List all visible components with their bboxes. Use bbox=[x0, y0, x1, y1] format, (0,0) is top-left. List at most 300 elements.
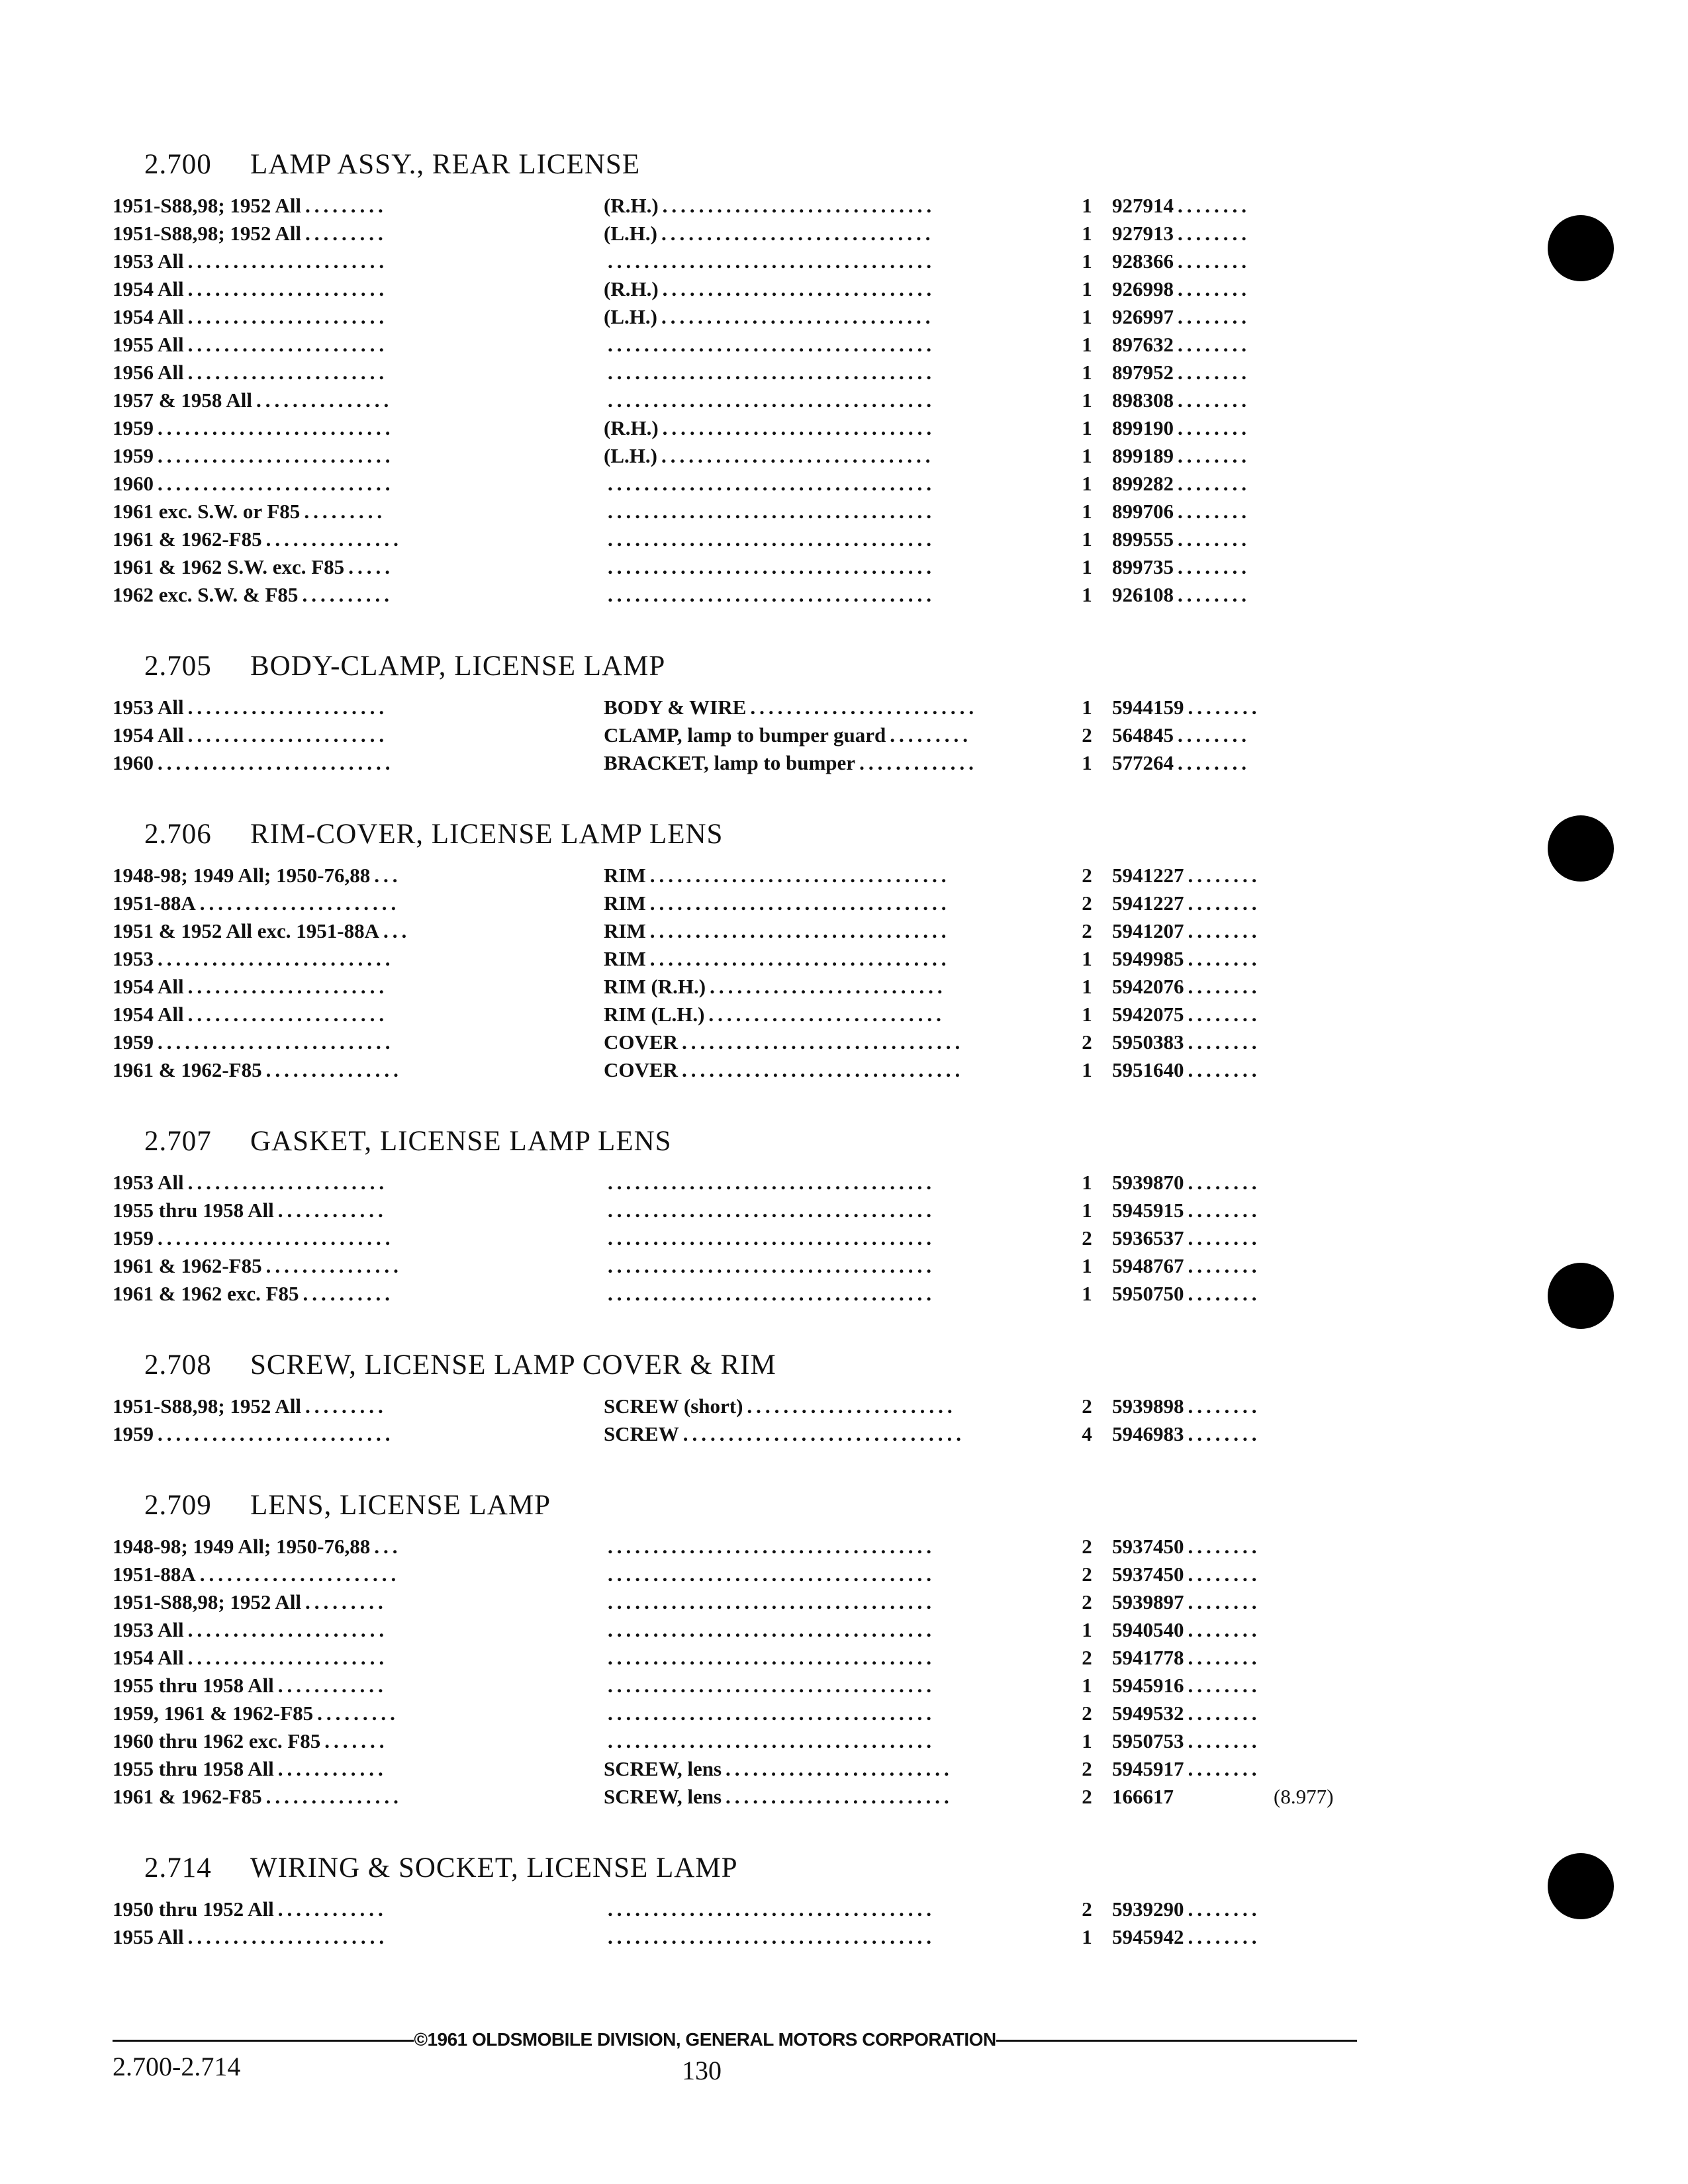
dot-leader: .............................. bbox=[662, 277, 936, 300]
description-cell bbox=[604, 387, 1127, 414]
quantity-cell: 1 bbox=[1082, 194, 1092, 217]
part-number-cell bbox=[1112, 1561, 1357, 1588]
dot-leader: ...................... bbox=[187, 1171, 389, 1194]
dot-leader: ............... bbox=[265, 1058, 402, 1081]
model-cell bbox=[113, 1028, 576, 1056]
dot-leader: ................................. bbox=[649, 864, 951, 887]
model-cell bbox=[113, 1644, 576, 1672]
model-cell bbox=[113, 331, 576, 359]
parts-row bbox=[113, 1755, 1357, 1783]
dot-leader: .................................... bbox=[608, 1925, 935, 1948]
description-cell bbox=[604, 1727, 1127, 1755]
dot-leader: .......................... bbox=[708, 1003, 945, 1026]
parts-row bbox=[113, 917, 1357, 945]
part-number-cell-text: 5949532 bbox=[1112, 1702, 1184, 1725]
dot-leader: ....... bbox=[324, 1729, 389, 1752]
parts-row bbox=[113, 749, 1357, 777]
parts-row bbox=[113, 1700, 1357, 1727]
dot-leader: ......................... bbox=[750, 696, 978, 719]
part-number-cell bbox=[1112, 1672, 1357, 1700]
description-cell bbox=[604, 1616, 1127, 1644]
parts-row bbox=[113, 1169, 1357, 1197]
parts-row bbox=[113, 442, 1357, 470]
part-number-cell bbox=[1112, 1727, 1357, 1755]
model-cell bbox=[113, 359, 576, 387]
part-number-cell bbox=[1112, 917, 1357, 945]
dot-leader: .......................... bbox=[158, 1422, 395, 1445]
dot-leader: .................................... bbox=[608, 1535, 935, 1558]
dot-leader: ......... bbox=[317, 1702, 399, 1725]
section-number: 2.700 bbox=[144, 149, 212, 180]
part-number-cell-text: 928366 bbox=[1112, 250, 1174, 273]
model-cell-text: 1954 All bbox=[113, 277, 184, 300]
part-number-cell-text: 5941207 bbox=[1112, 919, 1184, 942]
parts-row bbox=[113, 303, 1357, 331]
quantity-cell: 1 bbox=[1082, 1618, 1092, 1641]
quantity-cell: 1 bbox=[1082, 444, 1092, 467]
quantity-cell: 2 bbox=[1082, 1897, 1092, 1921]
dot-leader: ........ bbox=[1188, 947, 1261, 970]
dot-leader: ........ bbox=[1178, 277, 1250, 300]
quantity-cell: 1 bbox=[1082, 222, 1092, 245]
section-number: 2.714 bbox=[144, 1852, 212, 1884]
part-number-cell-text: 5950753 bbox=[1112, 1729, 1184, 1752]
model-cell-text: 1951-S88,98; 1952 All bbox=[113, 1394, 302, 1418]
part-number-cell bbox=[1112, 1169, 1357, 1197]
dot-leader: ...................... bbox=[187, 333, 389, 356]
dot-leader: ........ bbox=[1188, 1199, 1261, 1222]
description-cell-text: BRACKET, lamp to bumper bbox=[604, 751, 856, 774]
part-number-cell-text: 5945917 bbox=[1112, 1757, 1184, 1780]
part-number-cell-text: 5939870 bbox=[1112, 1171, 1184, 1194]
parts-row bbox=[113, 1280, 1357, 1308]
dot-leader: .................................... bbox=[608, 333, 935, 356]
description-cell bbox=[604, 414, 1127, 442]
part-number-cell bbox=[1112, 331, 1357, 359]
part-number-cell-text: 5941778 bbox=[1112, 1646, 1184, 1669]
model-cell-text: 1954 All bbox=[113, 1646, 184, 1669]
dot-leader: ................................. bbox=[649, 891, 951, 915]
model-cell bbox=[113, 1533, 576, 1561]
dot-leader: ........ bbox=[1188, 1757, 1261, 1780]
dot-leader: .................................... bbox=[608, 1897, 935, 1921]
catalog-section bbox=[113, 144, 1357, 609]
dot-leader: .............................. bbox=[661, 305, 935, 328]
parts-row bbox=[113, 694, 1357, 721]
part-number-cell bbox=[1112, 1644, 1357, 1672]
part-number-cell-text: 577264 bbox=[1112, 751, 1174, 774]
part-number-cell bbox=[1112, 248, 1357, 275]
parts-row bbox=[113, 387, 1357, 414]
description-cell bbox=[604, 442, 1127, 470]
page-range: 2.700-2.714 bbox=[113, 2052, 241, 2081]
model-cell bbox=[113, 525, 576, 553]
quantity-cell: 1 bbox=[1082, 361, 1092, 384]
model-cell bbox=[113, 1169, 576, 1197]
description-cell-text: COVER bbox=[604, 1030, 678, 1054]
quantity-cell: 2 bbox=[1082, 1394, 1092, 1418]
binder-hole bbox=[1548, 215, 1614, 281]
binder-hole bbox=[1548, 815, 1614, 882]
quantity-cell: 1 bbox=[1082, 751, 1092, 774]
dot-leader: .......................... bbox=[158, 472, 395, 495]
quantity-cell: 2 bbox=[1082, 1757, 1092, 1780]
dot-leader: ........ bbox=[1178, 751, 1250, 774]
dot-leader: ......... bbox=[890, 723, 972, 747]
model-cell bbox=[113, 192, 576, 220]
dot-leader: ......... bbox=[305, 194, 387, 217]
section-title bbox=[144, 1485, 1357, 1526]
dot-leader: ........ bbox=[1178, 333, 1250, 356]
model-cell-text: 1959 bbox=[113, 1422, 154, 1445]
section-number: 2.707 bbox=[144, 1126, 212, 1157]
model-cell-text: 1954 All bbox=[113, 723, 184, 747]
part-number-cell bbox=[1112, 1252, 1357, 1280]
part-number-cell bbox=[1112, 553, 1357, 581]
section-heading: RIM-COVER, LICENSE LAMP LENS bbox=[250, 819, 724, 850]
parts-row bbox=[113, 1056, 1357, 1084]
part-number-cell-text: 5948767 bbox=[1112, 1254, 1184, 1277]
description-cell bbox=[604, 1001, 1127, 1028]
model-cell-text: 1955 thru 1958 All bbox=[113, 1757, 274, 1780]
parts-row bbox=[113, 1028, 1357, 1056]
description-cell bbox=[604, 1755, 1127, 1783]
parts-row bbox=[113, 973, 1357, 1001]
model-cell bbox=[113, 917, 576, 945]
part-number-cell bbox=[1112, 275, 1357, 303]
description-cell-text: SCREW (short) bbox=[604, 1394, 743, 1418]
part-number-cell-text: 899706 bbox=[1112, 500, 1174, 523]
model-cell bbox=[113, 1727, 576, 1755]
dot-leader: ...................... bbox=[187, 305, 389, 328]
part-number-cell-text: 926997 bbox=[1112, 305, 1174, 328]
dot-leader: ......... bbox=[305, 1590, 387, 1614]
quantity-cell: 1 bbox=[1082, 696, 1092, 719]
dot-leader: .......... bbox=[302, 583, 393, 606]
part-number-cell bbox=[1112, 581, 1357, 609]
model-cell-text: 1955 All bbox=[113, 1925, 184, 1948]
model-cell bbox=[113, 862, 576, 889]
part-number-cell-text: 5941227 bbox=[1112, 864, 1184, 887]
parts-row bbox=[113, 1644, 1357, 1672]
model-cell-text: 1951-S88,98; 1952 All bbox=[113, 194, 302, 217]
dot-leader: ........ bbox=[1188, 975, 1261, 998]
parts-row bbox=[113, 1672, 1357, 1700]
model-cell bbox=[113, 470, 576, 498]
dot-leader: ............................... bbox=[681, 1058, 964, 1081]
section-heading: WIRING & SOCKET, LICENSE LAMP bbox=[250, 1852, 738, 1884]
part-number-cell bbox=[1112, 1420, 1357, 1448]
dot-leader: ........ bbox=[1188, 1618, 1261, 1641]
model-cell-text: 1961 & 1962 S.W. exc. F85 bbox=[113, 555, 345, 578]
dot-leader: .................................... bbox=[608, 555, 935, 578]
dot-leader: ......... bbox=[304, 500, 387, 523]
dot-leader: ........ bbox=[1188, 1422, 1261, 1445]
part-number-cell bbox=[1112, 749, 1357, 777]
section-title bbox=[144, 814, 1357, 855]
dot-leader: ............... bbox=[265, 1785, 402, 1808]
description-cell-text: COVER bbox=[604, 1058, 678, 1081]
description-cell bbox=[604, 1588, 1127, 1616]
description-cell-text: RIM bbox=[604, 947, 646, 970]
model-cell bbox=[113, 1001, 576, 1028]
dot-leader: ............... bbox=[256, 388, 393, 412]
description-cell bbox=[604, 359, 1127, 387]
dot-leader: ........ bbox=[1188, 919, 1261, 942]
quantity-cell: 2 bbox=[1082, 1030, 1092, 1054]
footer-rule-left bbox=[113, 2040, 417, 2042]
description-cell bbox=[604, 1197, 1127, 1224]
model-cell bbox=[113, 945, 576, 973]
part-number-cell-text: 899282 bbox=[1112, 472, 1174, 495]
part-number-cell bbox=[1112, 220, 1357, 248]
dot-leader: .................................... bbox=[608, 1702, 935, 1725]
quantity-cell: 2 bbox=[1082, 891, 1092, 915]
dot-leader: ....................... bbox=[747, 1394, 957, 1418]
part-number-cell bbox=[1112, 1056, 1357, 1084]
dot-leader: ........ bbox=[1188, 1254, 1261, 1277]
quantity-cell: 2 bbox=[1082, 1226, 1092, 1250]
description-cell bbox=[604, 1561, 1127, 1588]
dot-leader: ........ bbox=[1188, 1282, 1261, 1305]
dot-leader: .................................... bbox=[608, 250, 935, 273]
model-cell-text: 1959 bbox=[113, 1226, 154, 1250]
part-number-cell-text: 927913 bbox=[1112, 222, 1174, 245]
model-cell-text: 1951-S88,98; 1952 All bbox=[113, 1590, 302, 1614]
part-number-cell-text: 5941227 bbox=[1112, 891, 1184, 915]
model-cell-text: 1954 All bbox=[113, 305, 184, 328]
dot-leader: ...................... bbox=[187, 1925, 389, 1948]
parts-row bbox=[113, 470, 1357, 498]
dot-leader: ............. bbox=[859, 751, 978, 774]
dot-leader: .......... bbox=[303, 1282, 395, 1305]
dot-leader: ...................... bbox=[187, 696, 389, 719]
dot-leader: ......... bbox=[305, 222, 387, 245]
parts-row bbox=[113, 1001, 1357, 1028]
model-cell-text: 1960 thru 1962 exc. F85 bbox=[113, 1729, 321, 1752]
section-number: 2.706 bbox=[144, 819, 212, 850]
model-cell bbox=[113, 1280, 576, 1308]
description-cell-text: RIM (R.H.) bbox=[604, 975, 706, 998]
dot-leader: ...................... bbox=[187, 1618, 389, 1641]
dot-leader: ........ bbox=[1178, 527, 1250, 551]
part-number-cell bbox=[1112, 1755, 1357, 1783]
description-cell bbox=[604, 248, 1127, 275]
model-cell bbox=[113, 553, 576, 581]
quantity-cell: 1 bbox=[1082, 1171, 1092, 1194]
quantity-cell: 1 bbox=[1082, 1729, 1092, 1752]
description-cell bbox=[604, 1644, 1127, 1672]
dot-leader: ... bbox=[374, 864, 402, 887]
dot-leader: ......................... bbox=[726, 1785, 953, 1808]
quantity-cell: 1 bbox=[1082, 583, 1092, 606]
dot-leader: ........ bbox=[1178, 388, 1250, 412]
model-cell-text: 1961 & 1962-F85 bbox=[113, 1254, 262, 1277]
section-title bbox=[144, 144, 1357, 185]
quantity-cell: 1 bbox=[1082, 1282, 1092, 1305]
part-number-cell-text: 5942075 bbox=[1112, 1003, 1184, 1026]
part-number-cell bbox=[1112, 525, 1357, 553]
part-number-cell-text: 5936537 bbox=[1112, 1226, 1184, 1250]
model-cell-text: 1960 bbox=[113, 472, 154, 495]
parts-row bbox=[113, 331, 1357, 359]
parts-row bbox=[113, 1616, 1357, 1644]
description-cell bbox=[604, 581, 1127, 609]
description-cell-text: (R.H.) bbox=[604, 277, 659, 300]
part-number-cell bbox=[1112, 1224, 1357, 1252]
dot-leader: ........ bbox=[1188, 1226, 1261, 1250]
quantity-cell: 1 bbox=[1082, 1199, 1092, 1222]
model-cell bbox=[113, 387, 576, 414]
model-cell-text: 1953 All bbox=[113, 1618, 184, 1641]
dot-leader: .................................... bbox=[608, 1171, 935, 1194]
description-cell bbox=[604, 303, 1127, 331]
description-cell-text: (L.H.) bbox=[604, 222, 657, 245]
dot-leader: ........ bbox=[1178, 250, 1250, 273]
model-cell-text: 1961 & 1962 exc. F85 bbox=[113, 1282, 299, 1305]
binder-hole bbox=[1548, 1853, 1614, 1919]
dot-leader: ........ bbox=[1188, 1674, 1261, 1697]
quantity-cell: 1 bbox=[1082, 555, 1092, 578]
parts-row bbox=[113, 1561, 1357, 1588]
dot-leader: ...................... bbox=[187, 361, 389, 384]
description-cell bbox=[604, 749, 1127, 777]
model-cell-text: 1951 & 1952 All exc. 1951-88A bbox=[113, 919, 379, 942]
model-cell bbox=[113, 581, 576, 609]
dot-leader: ...................... bbox=[199, 1563, 400, 1586]
catalog-section bbox=[113, 646, 1357, 777]
model-cell bbox=[113, 1588, 576, 1616]
part-number-cell-text: 5949985 bbox=[1112, 947, 1184, 970]
model-cell-text: 1955 All bbox=[113, 333, 184, 356]
copyright-notice: ©1961 OLDSMOBILE DIVISION, GENERAL MOTORS CORPORATION bbox=[414, 2025, 996, 2054]
dot-leader: ........ bbox=[1188, 1171, 1261, 1194]
quantity-cell: 1 bbox=[1082, 472, 1092, 495]
parts-row bbox=[113, 1197, 1357, 1224]
dot-leader: .................................... bbox=[608, 472, 935, 495]
part-number-cell-text: 898308 bbox=[1112, 388, 1174, 412]
dot-leader: ........ bbox=[1188, 1563, 1261, 1586]
model-cell-text: 1959 bbox=[113, 444, 154, 467]
part-number-cell bbox=[1112, 442, 1357, 470]
section-heading: GASKET, LICENSE LAMP LENS bbox=[250, 1126, 672, 1157]
page-number: 130 bbox=[682, 2056, 722, 2085]
parts-row bbox=[113, 359, 1357, 387]
parts-row bbox=[113, 1783, 1357, 1811]
description-cell bbox=[604, 973, 1127, 1001]
dot-leader: .................................... bbox=[608, 527, 935, 551]
parts-row bbox=[113, 1533, 1357, 1561]
model-cell-text: 1953 All bbox=[113, 696, 184, 719]
section-number: 2.709 bbox=[144, 1490, 212, 1521]
description-cell-text: RIM bbox=[604, 919, 646, 942]
part-number-cell-text: 5939898 bbox=[1112, 1394, 1184, 1418]
dot-leader: ............ bbox=[277, 1897, 387, 1921]
catalog-section bbox=[113, 1121, 1357, 1308]
part-number-cell bbox=[1112, 1588, 1357, 1616]
dot-leader: ........ bbox=[1178, 555, 1250, 578]
dot-leader: ........ bbox=[1178, 222, 1250, 245]
quantity-cell: 1 bbox=[1082, 416, 1092, 439]
description-cell bbox=[604, 945, 1127, 973]
quantity-cell: 2 bbox=[1082, 864, 1092, 887]
part-number-cell-text: 5945915 bbox=[1112, 1199, 1184, 1222]
dot-leader: ........ bbox=[1188, 1646, 1261, 1669]
part-number-cell-text: 5939897 bbox=[1112, 1590, 1184, 1614]
description-cell bbox=[604, 1028, 1127, 1056]
dot-leader: .............................. bbox=[662, 194, 936, 217]
dot-leader: ............... bbox=[265, 1254, 402, 1277]
dot-leader: ........ bbox=[1188, 1590, 1261, 1614]
parts-row bbox=[113, 1392, 1357, 1420]
description-cell-text: SCREW bbox=[604, 1422, 679, 1445]
dot-leader: ........ bbox=[1188, 1729, 1261, 1752]
description-cell-text: (R.H.) bbox=[604, 194, 659, 217]
part-number-cell bbox=[1112, 1197, 1357, 1224]
dot-leader: .............................. bbox=[661, 222, 935, 245]
part-number-cell bbox=[1112, 470, 1357, 498]
model-cell bbox=[113, 1895, 576, 1923]
model-cell bbox=[113, 1672, 576, 1700]
model-cell bbox=[113, 303, 576, 331]
part-number-cell bbox=[1112, 1001, 1357, 1028]
part-number-cell bbox=[1112, 1392, 1357, 1420]
quantity-cell: 4 bbox=[1082, 1422, 1092, 1445]
description-cell bbox=[604, 889, 1127, 917]
dot-leader: ........ bbox=[1188, 1925, 1261, 1948]
dot-leader: .......................... bbox=[158, 416, 395, 439]
description-cell bbox=[604, 1420, 1127, 1448]
catalog-section bbox=[113, 1345, 1357, 1448]
dot-leader: ......................... bbox=[726, 1757, 953, 1780]
part-number-cell bbox=[1112, 694, 1357, 721]
model-cell-text: 1951-S88,98; 1952 All bbox=[113, 222, 302, 245]
model-cell bbox=[113, 1923, 576, 1951]
dot-leader: ............ bbox=[277, 1757, 387, 1780]
model-cell bbox=[113, 1616, 576, 1644]
parts-row bbox=[113, 889, 1357, 917]
model-cell bbox=[113, 1056, 576, 1084]
description-cell bbox=[604, 917, 1127, 945]
dot-leader: .......................... bbox=[158, 751, 395, 774]
part-number-cell bbox=[1112, 1533, 1357, 1561]
model-cell-text: 1961 & 1962-F85 bbox=[113, 527, 262, 551]
dot-leader: .............................. bbox=[662, 416, 936, 439]
dot-leader: .................................... bbox=[608, 361, 935, 384]
model-cell bbox=[113, 1783, 576, 1811]
part-number-cell bbox=[1112, 359, 1357, 387]
model-cell bbox=[113, 694, 576, 721]
dot-leader: ...................... bbox=[187, 1003, 389, 1026]
part-number-cell bbox=[1112, 192, 1357, 220]
quantity-cell: 2 bbox=[1082, 919, 1092, 942]
parts-row bbox=[113, 1420, 1357, 1448]
part-number-cell-text: 897632 bbox=[1112, 333, 1174, 356]
quantity-cell: 1 bbox=[1082, 1254, 1092, 1277]
part-number-cell-text: 899735 bbox=[1112, 555, 1174, 578]
part-number-cell bbox=[1112, 387, 1357, 414]
model-cell bbox=[113, 1252, 576, 1280]
part-number-cell-text: 5937450 bbox=[1112, 1563, 1184, 1586]
cross-reference: (8.977) bbox=[1274, 1785, 1334, 1808]
quantity-cell: 1 bbox=[1082, 277, 1092, 300]
model-cell-text: 1953 All bbox=[113, 250, 184, 273]
description-cell bbox=[604, 721, 1127, 749]
description-cell bbox=[604, 694, 1127, 721]
dot-leader: .................................... bbox=[608, 1674, 935, 1697]
dot-leader: ............................... bbox=[682, 1422, 965, 1445]
dot-leader: .......................... bbox=[158, 947, 395, 970]
